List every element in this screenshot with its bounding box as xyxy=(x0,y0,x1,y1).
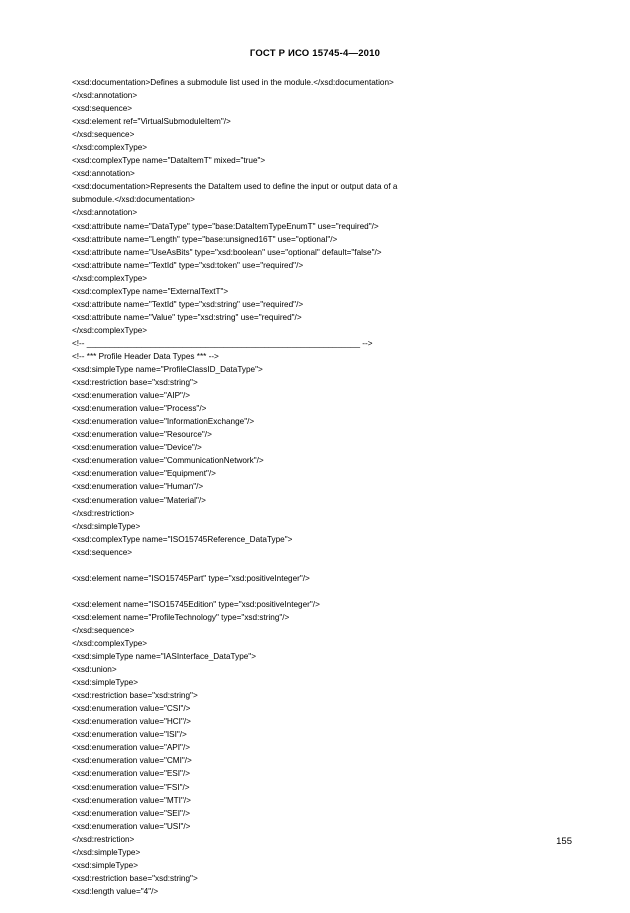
page-header: ГОСТ Р ИСО 15745-4—2010 xyxy=(249,48,381,59)
code-line xyxy=(72,585,572,598)
code-line: <xsd:enumeration value="Resource"/> xyxy=(72,430,212,440)
code-line: <xsd:element name="ISO15745Part" type="xsd:positiveInteger"/> xyxy=(72,573,310,583)
code-line: </xsd:annotation> xyxy=(72,208,138,218)
code-line: <xsd:enumeration value="MTI"/> xyxy=(72,795,191,805)
code-line: <xsd:attribute name="TextId" type="xsd:string" use="required"/> xyxy=(72,299,304,309)
code-line: <xsd:enumeration value="Material"/> xyxy=(72,495,206,505)
code-line: submodule.</xsd:documentation> xyxy=(72,195,195,205)
code-line: <xsd:attribute name="Value" type="xsd:string" use="required"/> xyxy=(72,312,302,322)
code-line: </xsd:annotation> xyxy=(72,91,138,101)
code-line: <xsd:simpleType> xyxy=(72,678,138,688)
code-line: <xsd:complexType name="DataItemT" mixed="true"> xyxy=(72,156,266,166)
code-line: <xsd:simpleType> xyxy=(72,860,138,870)
code-line: </xsd:complexType> xyxy=(72,325,148,335)
code-line: </xsd:simpleType> xyxy=(72,521,141,531)
code-line: <xsd:annotation> xyxy=(72,169,135,179)
code-line: <xsd:documentation>Represents the DataItem used to define the input or output data of a xyxy=(72,182,398,192)
code-line: <xsd:element ref="VirtualSubmoduleItem"/> xyxy=(72,117,231,127)
code-line: <xsd:complexType name="ISO15745Reference_DataType"> xyxy=(72,534,293,544)
code-line: <xsd:enumeration value="Human"/> xyxy=(72,482,204,492)
code-line: <xsd:union> xyxy=(72,665,117,675)
code-line: <!-- *** Profile Header Data Types *** --> xyxy=(72,351,219,361)
code-line: <xsd:enumeration value="ISI"/> xyxy=(72,730,187,740)
code-line: <xsd:enumeration value="FSI"/> xyxy=(72,782,190,792)
code-line: <xsd:attribute name="TextId" type="xsd:token" use="required"/> xyxy=(72,260,304,270)
code-line: <xsd:enumeration value="CommunicationNetwork"/> xyxy=(72,456,264,466)
code-line: <xsd:element name="ProfileTechnology" type="xsd:string"/> xyxy=(72,612,290,622)
code-line: <xsd:simpleType name="ProfileClassID_DataType"> xyxy=(72,365,263,375)
code-line: <xsd:sequence> xyxy=(72,547,133,557)
code-line: <xsd:attribute name="UseAsBits" type="xsd:boolean" use="optional" default="false"/> xyxy=(72,247,382,257)
code-line: <xsd:enumeration value="API"/> xyxy=(72,743,191,753)
code-line xyxy=(72,559,572,572)
code-line: <xsd:attribute name="Length" type="base:unsigned16T" use="optional"/> xyxy=(72,234,338,244)
code-line: <xsd:restriction base="xsd:string"> xyxy=(72,873,198,883)
code-line: <xsd:enumeration value="CSI"/> xyxy=(72,704,191,714)
code-line: </xsd:restriction> xyxy=(72,834,135,844)
code-line: </xsd:complexType> xyxy=(72,639,148,649)
code-line: </xsd:complexType> xyxy=(72,273,148,283)
code-line: <xsd:enumeration value="USI"/> xyxy=(72,821,191,831)
code-line: <xsd:enumeration value="AIP"/> xyxy=(72,391,191,401)
code-line: <xsd:restriction base="xsd:string"> xyxy=(72,378,198,388)
code-line: <xsd:restriction base="xsd:string"> xyxy=(72,691,198,701)
code-line: <xsd:enumeration value="HCI"/> xyxy=(72,717,191,727)
code-line: <xsd:enumeration value="InformationExchange"/> xyxy=(72,417,255,427)
code-line: <xsd:element name="ISO15745Edition" type="xsd:positiveInteger"/> xyxy=(72,599,320,609)
code-line: </xsd:simpleType> xyxy=(72,847,141,857)
xsd-code-block xyxy=(72,76,572,898)
code-line: <xsd:complexType name="ExternalTextT"> xyxy=(72,286,229,296)
code-line: </xsd:complexType> xyxy=(72,143,148,153)
code-line: <xsd:enumeration value="Device"/> xyxy=(72,443,202,453)
page-number: 155 xyxy=(556,836,572,847)
code-line: <xsd:enumeration value="CMI"/> xyxy=(72,756,192,766)
code-line: <xsd:enumeration value="Process"/> xyxy=(72,404,207,414)
code-line: </xsd:sequence> xyxy=(72,625,135,635)
code-line: <xsd:attribute name="DataType" type="base:DataItemTypeEnumT" use="required"/> xyxy=(72,221,379,231)
code-line: <xsd:enumeration value="Equipment"/> xyxy=(72,469,216,479)
code-line: <!-- ____________________________________________________________ --> xyxy=(72,338,373,348)
code-line: </xsd:sequence> xyxy=(72,130,135,140)
code-line: <xsd:enumeration value="ESI"/> xyxy=(72,769,191,779)
code-line: <xsd:length value="4"/> xyxy=(72,886,159,896)
code-line: <xsd:simpleType name="IASInterface_DataType"> xyxy=(72,652,256,662)
code-line: <xsd:enumeration value="SEI"/> xyxy=(72,808,191,818)
code-line: <xsd:documentation>Defines a submodule list used in the module.</xsd:documentation> xyxy=(72,78,394,87)
code-line: <xsd:sequence> xyxy=(72,104,133,114)
code-line: </xsd:restriction> xyxy=(72,508,135,518)
